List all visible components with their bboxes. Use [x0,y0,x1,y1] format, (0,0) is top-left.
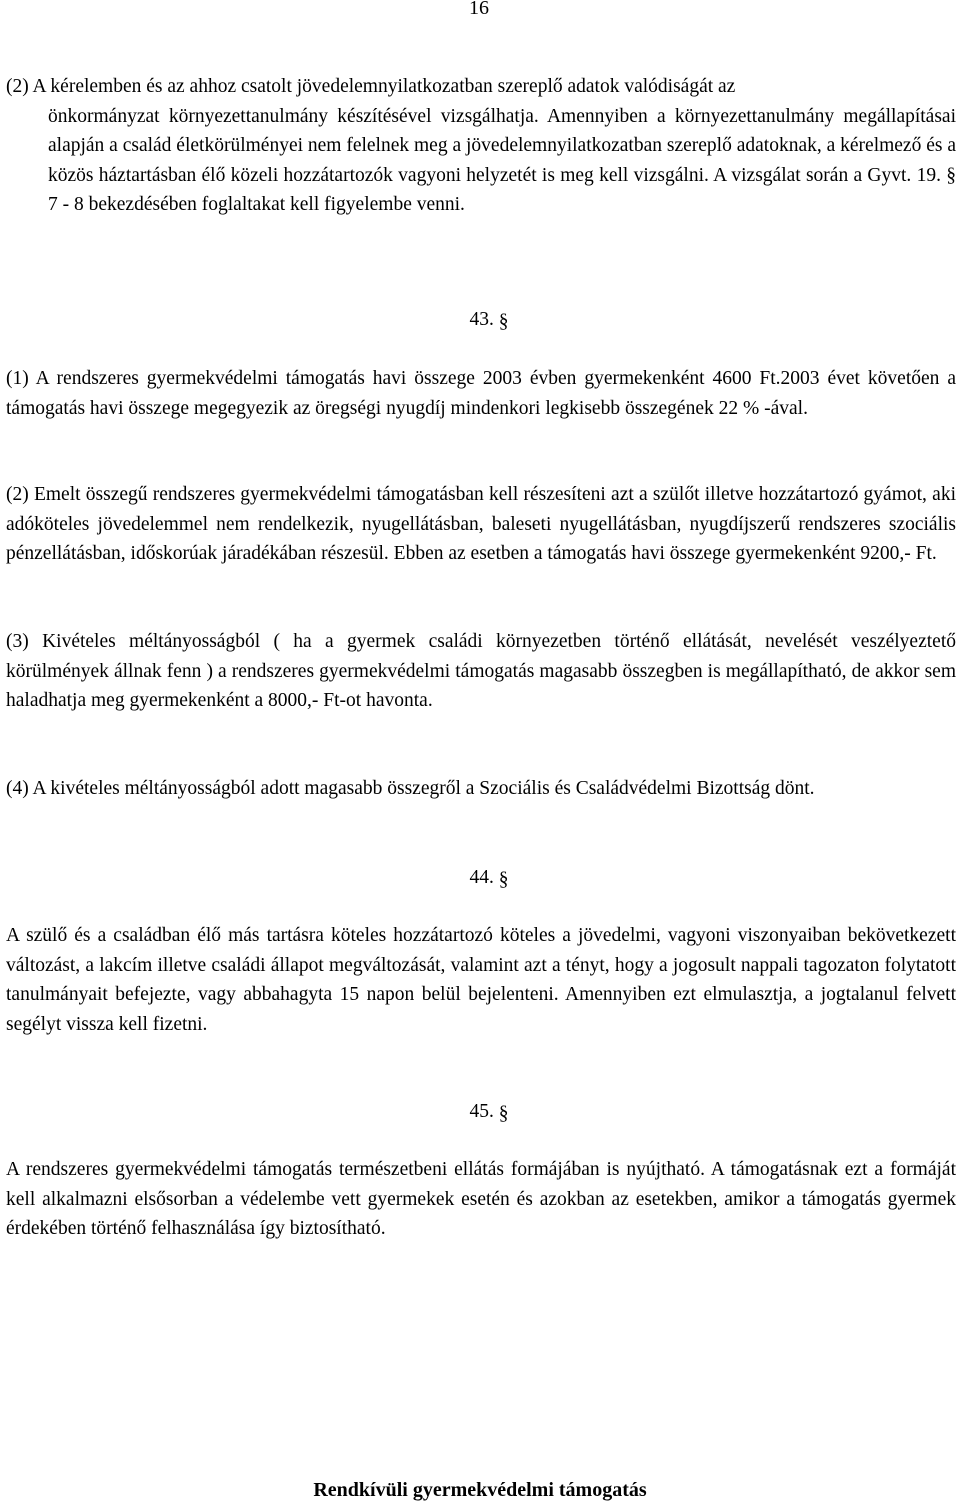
section-43-paragraph-4: (4) A kivételes méltányosságból adott magasabb összegről a Szociális és Családvédelmi Bizottság dönt. [6,778,815,799]
paragraph-p1-rest: önkormányzat környezettanulmány készítésével vizsgálhatja. Amennyiben a környezettanulmány megállapításai alapján a család életkörülményei nem felelnek meg a jövedelemnyilatkozatban szereplő adatoknak, a kérelmező és a közös háztartásban élő közeli hozzátartozók vagyoni helyzetét is meg kell vizsgálni. A vizsgálat során a Gyvt. 19. § 7 - 8 bekezdésében foglaltakat kell figyelembe venni. [48,105,956,215]
section-heading-45 [0,1097,960,1127]
section-heading-43 [0,305,960,335]
section-43-paragraph-3: (3) Kivételes méltányosságból ( ha a gyermek családi környezetben történő ellátását, nevelését veszélyeztető körülmények állnak fenn ) a rendszeres gyermekvédelmi támogatás magasabb összegben is megállapítható, de akkor sem haladhatja meg gyermekenként a 8000,- Ft-ot havonta. [6,631,956,711]
section-43-paragraph-2: (2) Emelt összegű rendszeres gyermekvédelmi támogatásban kell részesíteni azt a szülőt illetve hozzátartozó gyámot, aki adóköteles jövedelemmel nem rendelkezik, nyugellátásban, baleseti nyugellátásban, nyugdíjszerű rendszeres szociális pénzellátásban, időskorúak járadékában részesül. Ebben az esetben a támogatás havi összege gyermekenként 9200,- Ft. [6,484,956,564]
section-heading-44 [0,863,960,893]
section-sign-icon: § [498,1103,509,1124]
page-number: 16 [469,0,489,19]
section-45-paragraph-1: A rendszeres gyermekvédelmi támogatás természetbeni ellátás formájában is nyújtható. A támogatásnak ezt a formáját kell alkalmazni elsősorban a védelembe vett gyermekek esetén és azokban az esetekben, amikor a támogatás gyermek érdekében történő felhasználása így biztosítható. [6,1159,956,1239]
section-44-paragraph-1: A szülő és a családban élő más tartásra köteles hozzátartozó köteles a jövedelmi, vagyoni viszonyaiban bekövetkezett változást, a lakcím illetve családi állapot megváltozását, valamint azt a tényt, hogy a jogosult nappali tagozaton folytatott tanulmányait befejezte, vagy abbahagyta 15 napon belül bejelenteni. Amennyiben ezt elmulasztja, a jogtalanul felvett segélyt vissza kell fizetni. [6,925,956,1035]
section-sign-icon: § [498,311,509,332]
section-number: 45. [469,1101,494,1122]
section-number: 44. [469,867,494,888]
paragraph-p1-first-line: (2) A kérelemben és az ahhoz csatolt jövedelemnyilatkozatban szereplő adatok valódiságát az [6,76,736,97]
section-sign-icon: § [498,869,509,890]
section-number: 43. [469,309,494,330]
section-43-paragraph-1: (1) A rendszeres gyermekvédelmi támogatás havi összege 2003 évben gyermekenként 4600 Ft.2003 évet követően a támogatás havi összege megegyezik az öregségi nyugdíj mindenkori legkisebb összegének 22 % -ával. [6,368,956,419]
next-section-title: Rendkívüli gyermekvédelmi támogatás [313,1479,647,1501]
